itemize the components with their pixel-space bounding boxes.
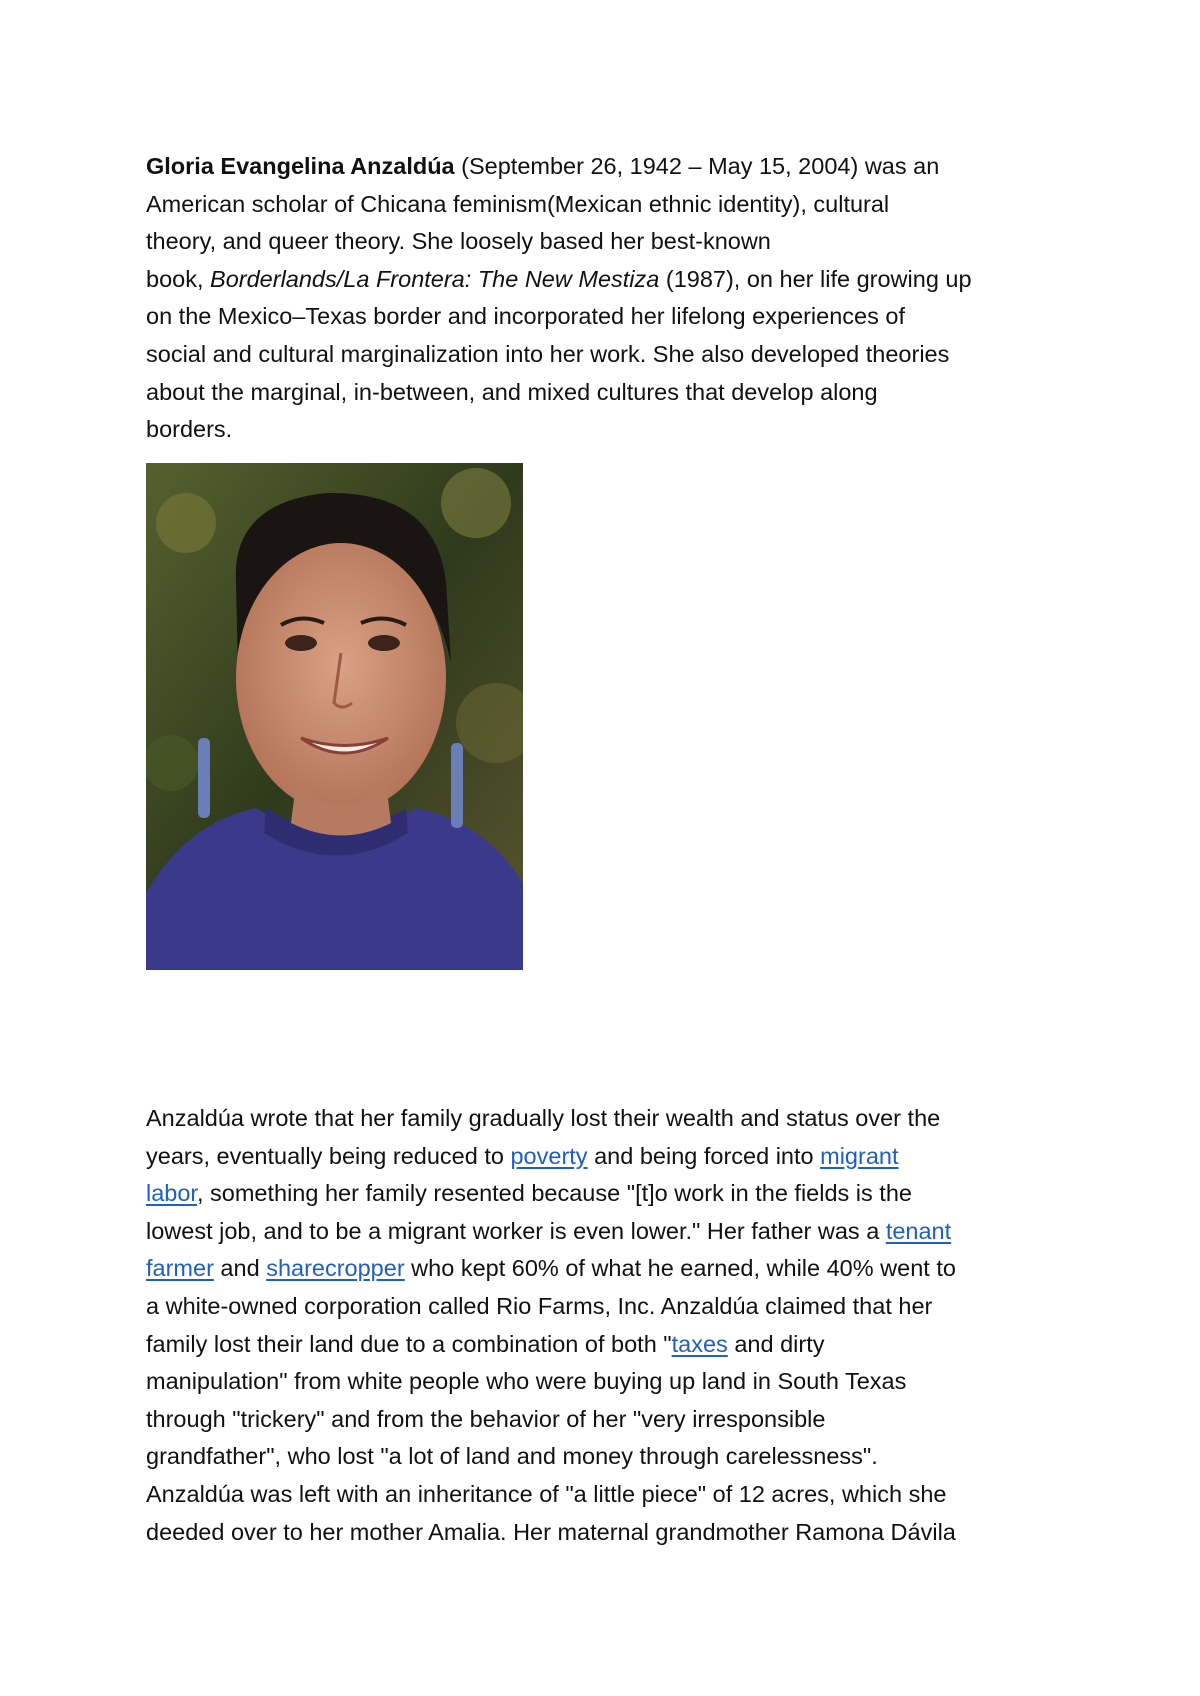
intro-line-1: Gloria Evangelina Anzaldúa (September 26, 1942 – May 15, 2004) was an: [146, 153, 940, 179]
body-line-8: manipulation" from white people who were buying up land in South Texas: [146, 1368, 907, 1395]
portrait-illustration: [146, 463, 523, 970]
face: [236, 543, 446, 813]
body-line-7: family lost their land due to a combination of both "taxes and dirty: [146, 1330, 825, 1357]
portrait-photo: [146, 463, 523, 970]
intro-line-2: American scholar of Chicana feminism(Mexican ethnic identity), cultural: [146, 190, 890, 217]
body-line-10: grandfather", who lost "a lot of land and money through carelessness".: [146, 1443, 878, 1470]
body-line-1: Anzaldúa wrote that her family gradually lost their wealth and status over the: [146, 1105, 941, 1131]
right-eye: [368, 635, 400, 651]
intro-paragraph: [146, 148, 1076, 449]
body-line-5: farmer and sharecropper who kept 60% of what he earned, while 40% went to: [146, 1255, 956, 1282]
poverty-link[interactable]: poverty: [510, 1142, 588, 1169]
body-line-3: labor, something her family resented because "[t]o work in the fields is the: [146, 1180, 912, 1207]
intro-line-8: borders.: [146, 416, 233, 443]
intro-line-3: theory, and queer theory. She loosely based her best-known: [146, 228, 771, 255]
tenant-farmer-link[interactable]: tenant: [885, 1217, 952, 1244]
taxes-link[interactable]: taxes: [671, 1330, 728, 1357]
intro-line-7: about the marginal, in-between, and mixed cultures that develop along: [146, 378, 878, 405]
body-line-11: Anzaldúa was left with an inheritance of "a little piece" of 12 acres, which she: [146, 1480, 947, 1507]
intro-line-5: on the Mexico–Texas border and incorporated her lifelong experiences of: [146, 303, 905, 330]
left-eye: [285, 635, 317, 651]
intro-line-6: social and cultural marginalization into her work. She also developed theories: [146, 340, 950, 367]
intro-line-4: book, Borderlands/La Frontera: The New Mestiza (1987), on her life growing up: [146, 265, 972, 292]
migrant-labor-link[interactable]: migrant: [820, 1142, 899, 1169]
migrant-labor-link-continued[interactable]: labor: [146, 1180, 197, 1207]
body-line-2: years, eventually being reduced to poverty and being forced into migrant: [146, 1142, 899, 1169]
body-line-12: deeded over to her mother Amalia. Her maternal grandmother Ramona Dávila: [146, 1518, 956, 1545]
book-title: Borderlands/La Frontera: The New Mestiza: [210, 265, 660, 292]
body-line-6: a white-owned corporation called Rio Farms, Inc. Anzaldúa claimed that her: [146, 1292, 933, 1319]
tenant-farmer-link-continued[interactable]: farmer: [146, 1255, 214, 1282]
subject-name: Gloria Evangelina Anzaldúa: [146, 153, 455, 179]
sharecropper-link[interactable]: sharecropper: [266, 1255, 405, 1282]
body-line-4: lowest job, and to be a migrant worker is even lower." Her father was a tenant: [146, 1217, 952, 1244]
body-line-9: through "trickery" and from the behavior of her "very irresponsible: [146, 1405, 826, 1432]
family-paragraph: [146, 1100, 1076, 1551]
